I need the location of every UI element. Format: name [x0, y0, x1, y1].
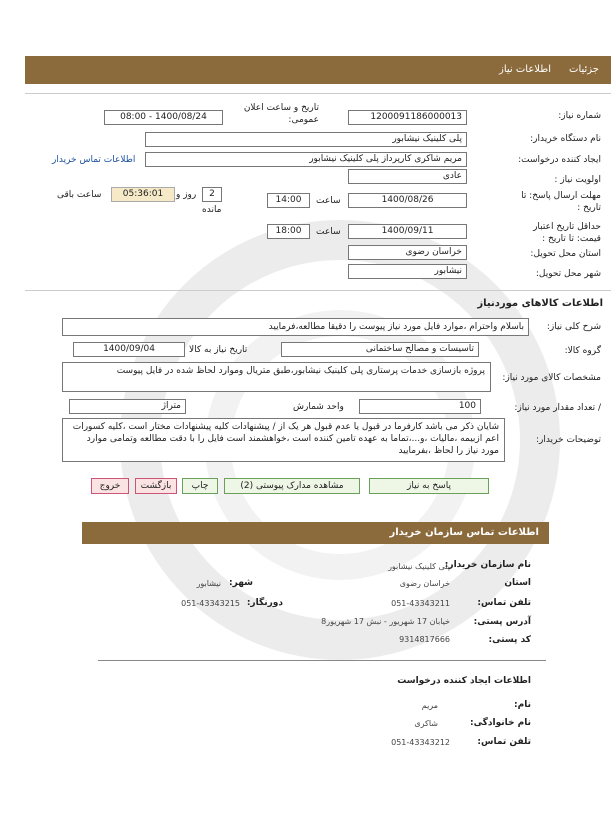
goods-divider — [25, 290, 611, 291]
requester-family-value: شاکری — [414, 719, 438, 728]
remain-label: ساعت باقی — [57, 190, 102, 200]
contact-fax-value: 051-43343215 — [181, 599, 240, 608]
quantity-field: 100 — [359, 399, 481, 414]
back-button[interactable]: بازگشت — [135, 478, 177, 494]
priority-field: عادی — [348, 169, 467, 184]
city-field: نیشابور — [348, 264, 467, 279]
creator-field: مریم شاکری کارپرداز پلی کلینیک نیشابور — [145, 152, 467, 167]
view-attachments-button[interactable]: مشاهده مدارک پیوستی (2) — [224, 478, 360, 494]
requester-phone-value: 051-43343212 — [391, 738, 450, 747]
remain-suffix: مانده — [202, 205, 222, 215]
contact-city-label: شهر: — [229, 578, 253, 588]
contact-province-label: استان — [504, 578, 531, 588]
province-field: خراسان رضوی — [348, 245, 467, 260]
validity-date-field: 1400/09/11 — [348, 224, 467, 239]
deadline-date-field: 1400/08/26 — [348, 193, 467, 208]
tab-details[interactable]: جزئیات — [569, 64, 599, 75]
buyer-org-field: پلی کلینیک نیشابور — [145, 132, 467, 147]
contact-fax-label: دورنگار: — [246, 598, 283, 608]
validity-time-field: 18:00 — [267, 224, 310, 239]
requester-name-label: نام: — [514, 700, 531, 710]
summary-field: باسلام واحترام ،موارد فایل مورد نیاز پیوست را دقیقا مطالعه،فرمایید — [62, 318, 529, 336]
city-label: شهر محل تحویل: — [535, 269, 601, 279]
remain-time-field: 05:36:01 — [111, 187, 175, 202]
announce-label: تاریخ و ساعت اعلان عمومی: — [243, 103, 319, 125]
buyer-notes-label: توضیحات خریدار: — [535, 435, 601, 445]
exit-button[interactable]: خروج — [91, 478, 129, 494]
contact-bar — [82, 522, 549, 544]
validity-label: حداقل تاریخ اعتبار قیمت: تا تاریخ : — [533, 222, 601, 244]
contact-province-value: خراسان رضوی — [399, 579, 450, 588]
deadline-time-label: ساعت — [316, 196, 341, 206]
contact-city-value: نیشابور — [196, 579, 221, 588]
goods-group-field: تاسیسات و مصالح ساختمانی — [281, 342, 479, 357]
need-number-label: شماره نیاز: — [558, 111, 601, 121]
unit-field: متراژ — [69, 399, 186, 414]
goods-group-label: گروه کالا: — [564, 346, 601, 356]
validity-time-label: ساعت — [316, 227, 341, 237]
spec-field: پروژه بازسازی خدمات پرستاری پلی کلینیک نیشابور،طبق متریال وموارد لحاظ شده در فایل پیوست — [62, 362, 491, 392]
requester-name-value: مریم — [421, 701, 438, 710]
reply-button[interactable]: پاسخ به نیاز — [369, 478, 489, 494]
org-name-value: پلی کلینیک نیشابور — [388, 562, 450, 571]
contact-address-value: خیابان 17 شهریور - نبش 17 شهریور8 — [321, 617, 450, 626]
requester-phone-label: تلفن تماس: — [477, 737, 531, 747]
deadline-label: مهلت ارسال پاسخ: تا تاریخ : — [521, 191, 601, 213]
need-date-field: 1400/09/04 — [73, 342, 185, 357]
need-date-label: تاریخ نیاز به کالا — [189, 345, 248, 355]
announce-field: 1400/08/24 - 08:00 — [104, 110, 223, 125]
summary-label: شرح کلی نیاز: — [546, 322, 601, 332]
goods-section-title: اطلاعات کالاهای موردنیاز — [477, 298, 603, 309]
requester-section-title: اطلاعات ایجاد کننده درخواست — [397, 676, 531, 686]
unit-label: واحد شمارش — [293, 402, 344, 412]
spec-label: مشخصات کالای مورد نیاز: — [502, 373, 601, 383]
deadline-time-field: 14:00 — [267, 193, 310, 208]
province-label: استان محل تحویل: — [530, 249, 601, 259]
contact-divider — [98, 660, 546, 661]
creator-label: ایجاد کننده درخواست: — [518, 155, 601, 165]
tab-need-info[interactable]: اطلاعات نیاز — [499, 64, 551, 75]
org-name-label: نام سازمان خریدار: — [444, 560, 531, 570]
buyer-org-label: نام دستگاه خریدار: — [530, 134, 601, 144]
contact-postal-value: 9314817666 — [399, 635, 450, 644]
buyer-notes-field: شایان ذکر می باشد کارفرما در قبول یا عدم قبول هر یک از / پیشنهادات کلیه پیشنهادات مختار است ،کلیه کسورات اعم ازبیمه ،مالیات ،و...،تماما به عهده تامین کننده است ،خواهشمند است فایل را با دقت مطالعه وتمامی موارد مورد نیاز را لحاظ ،بفرمایید — [62, 418, 505, 462]
contact-phone-label: تلفن تماس: — [477, 598, 531, 608]
contact-phone-value: 051-43343211 — [391, 599, 450, 608]
top-header-bar — [25, 56, 611, 84]
contact-address-label: آدرس پستی: — [473, 617, 531, 627]
buyer-contact-link[interactable]: اطلاعات تماس خریدار — [52, 155, 136, 165]
contact-postal-label: کد پستی: — [488, 635, 531, 645]
priority-label: اولویت نیاز : — [554, 175, 601, 185]
print-button[interactable]: چاپ — [182, 478, 218, 494]
day-and-label: روز و — [176, 190, 197, 200]
quantity-label: / تعداد مقدار مورد نیاز: — [514, 403, 601, 413]
remain-days-field: 2 — [202, 187, 222, 202]
need-number-field: 1200091186000013 — [348, 110, 467, 125]
contact-bar-title: اطلاعات تماس سازمان خریدار — [389, 527, 539, 538]
requester-family-label: نام خانوادگی: — [469, 718, 531, 728]
